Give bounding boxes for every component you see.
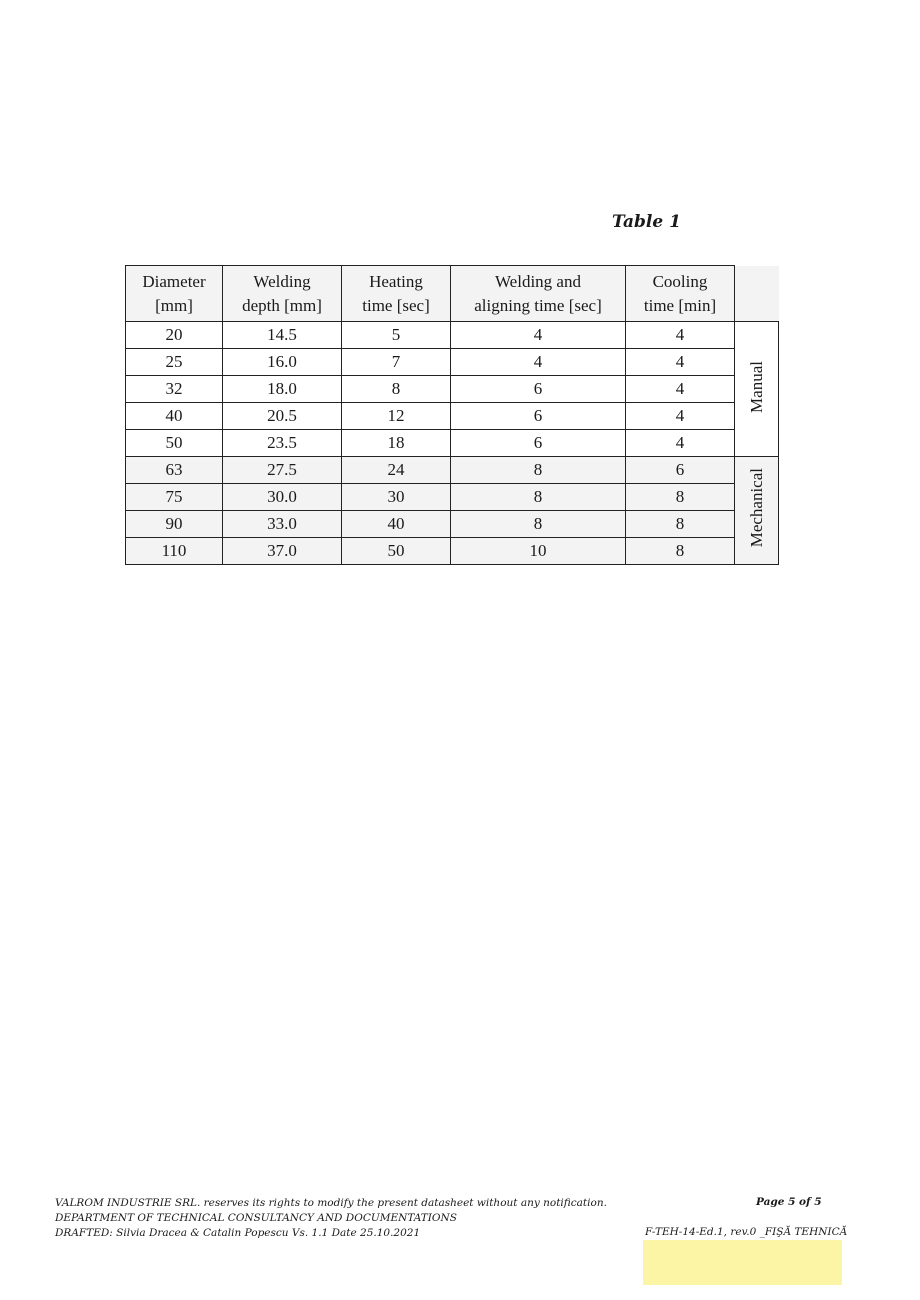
table-cell: 30 bbox=[342, 484, 451, 511]
table-cell: 6 bbox=[626, 457, 735, 484]
table-cell: 40 bbox=[126, 403, 223, 430]
table-cell: 50 bbox=[342, 538, 451, 565]
table-cell: 5 bbox=[342, 322, 451, 349]
table-cell: 6 bbox=[451, 376, 626, 403]
table-row bbox=[126, 322, 779, 349]
table-cell: 12 bbox=[342, 403, 451, 430]
table-cell: 75 bbox=[126, 484, 223, 511]
table-cell: 10 bbox=[451, 538, 626, 565]
table-cell: 23.5 bbox=[223, 430, 342, 457]
form-code: F-TEH-14-Ed.1, rev.0 _FIŞĂ TEHNICĂ bbox=[645, 1226, 848, 1238]
table-cell: 40 bbox=[342, 511, 451, 538]
table-cell: 20.5 bbox=[223, 403, 342, 430]
table-cell: 4 bbox=[626, 430, 735, 457]
table-cell: 6 bbox=[451, 403, 626, 430]
table-cell: 4 bbox=[626, 322, 735, 349]
table-cell: 8 bbox=[451, 457, 626, 484]
table-cell: 20 bbox=[126, 322, 223, 349]
header-welding-aligning-time: Welding and aligning time [sec] bbox=[451, 266, 626, 322]
table-cell: 8 bbox=[626, 538, 735, 565]
table-cell: 24 bbox=[342, 457, 451, 484]
table-cell: 4 bbox=[451, 349, 626, 376]
table-cell: 4 bbox=[626, 349, 735, 376]
page-number: Page 5 of 5 bbox=[756, 1196, 822, 1208]
table-row bbox=[126, 403, 779, 430]
table-cell: 33.0 bbox=[223, 511, 342, 538]
table-row bbox=[126, 376, 779, 403]
header-cooling-time: Cooling time [min] bbox=[626, 266, 735, 322]
table-row bbox=[126, 457, 779, 484]
table-cell: 32 bbox=[126, 376, 223, 403]
table-cell: 63 bbox=[126, 457, 223, 484]
table-cell: 18.0 bbox=[223, 376, 342, 403]
table-title: Table 1 bbox=[612, 212, 681, 232]
highlight-box bbox=[643, 1240, 842, 1285]
group-label-manual: Manual bbox=[735, 322, 779, 457]
table-cell: 4 bbox=[626, 403, 735, 430]
table-cell: 8 bbox=[451, 511, 626, 538]
table-cell: 14.5 bbox=[223, 322, 342, 349]
table-cell: 8 bbox=[342, 376, 451, 403]
footer-line-rights: VALROM INDUSTRIE SRL. reserves its rights to modify the present datasheet without any notification. bbox=[55, 1197, 607, 1209]
table-row bbox=[126, 538, 779, 565]
table-row bbox=[126, 484, 779, 511]
table-row bbox=[126, 349, 779, 376]
table-cell: 50 bbox=[126, 430, 223, 457]
table-cell: 16.0 bbox=[223, 349, 342, 376]
header-welding-depth: Welding depth [mm] bbox=[223, 266, 342, 322]
table-cell: 8 bbox=[626, 511, 735, 538]
table-cell: 7 bbox=[342, 349, 451, 376]
table-cell: 18 bbox=[342, 430, 451, 457]
header-heating-time: Heating time [sec] bbox=[342, 266, 451, 322]
table-cell: 30.0 bbox=[223, 484, 342, 511]
table-row bbox=[126, 430, 779, 457]
table-header-row bbox=[126, 266, 779, 322]
welding-parameters-table bbox=[125, 265, 779, 565]
table-cell: 8 bbox=[451, 484, 626, 511]
table-cell: 37.0 bbox=[223, 538, 342, 565]
table-cell: 25 bbox=[126, 349, 223, 376]
table-cell: 4 bbox=[451, 322, 626, 349]
table-cell: 27.5 bbox=[223, 457, 342, 484]
table-cell: 6 bbox=[451, 430, 626, 457]
table-cell: 90 bbox=[126, 511, 223, 538]
table-row bbox=[126, 511, 779, 538]
header-diameter: Diameter [mm] bbox=[126, 266, 223, 322]
table-cell: 110 bbox=[126, 538, 223, 565]
table-cell: 4 bbox=[626, 376, 735, 403]
header-group-blank bbox=[735, 266, 779, 322]
group-label-mechanical: Mechanical bbox=[735, 457, 779, 565]
footer-line-department: DEPARTMENT OF TECHNICAL CONSULTANCY AND DOCUMENTATIONS bbox=[55, 1212, 457, 1224]
footer-line-drafted: DRAFTED: Silvia Dracea & Catalin Popescu Vs. 1.1 Date 25.10.2021 bbox=[55, 1227, 421, 1239]
table-cell: 8 bbox=[626, 484, 735, 511]
